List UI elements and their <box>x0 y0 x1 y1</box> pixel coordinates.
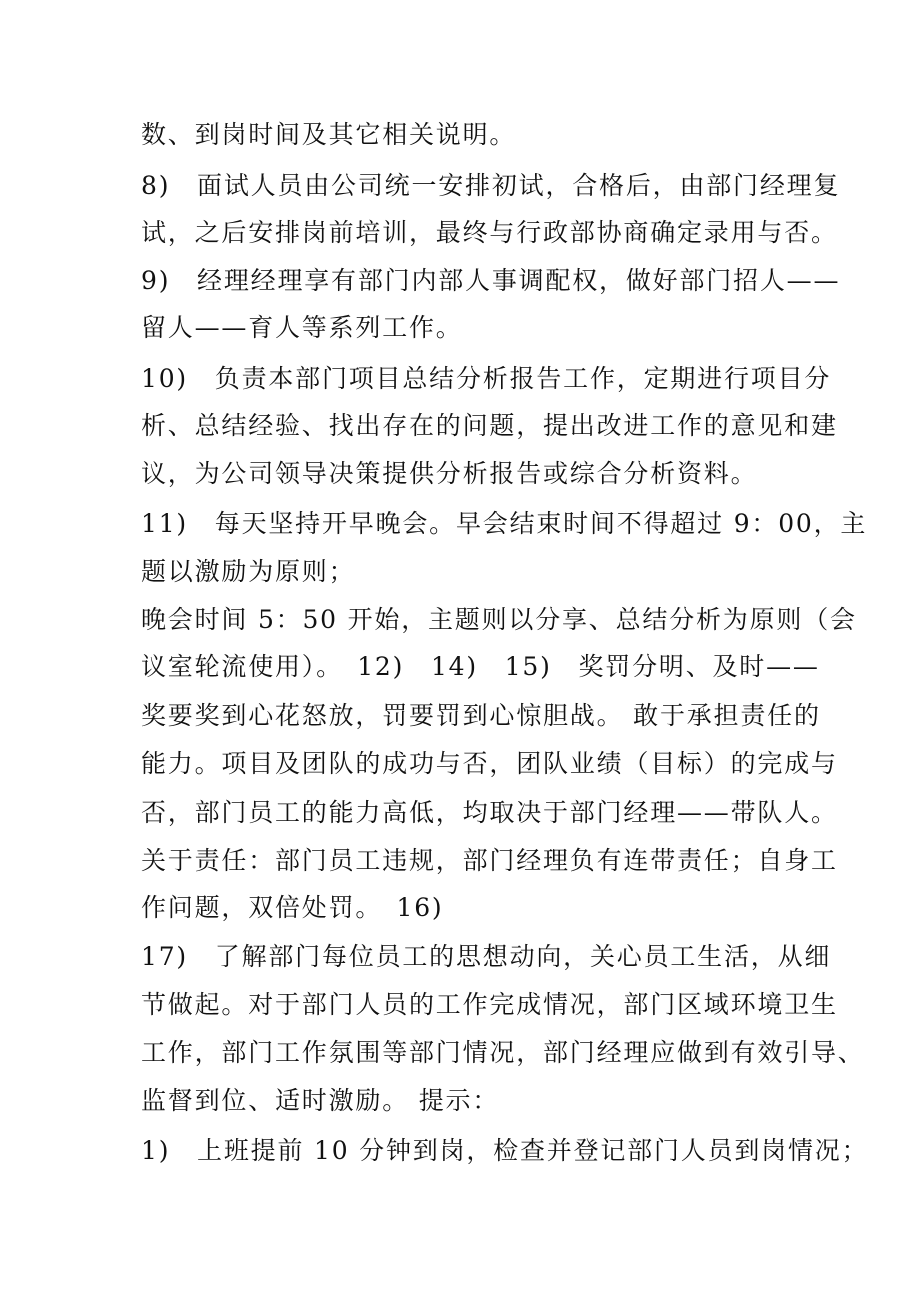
text-line: 否，部门员工的能力高低，均取决于部门经理——带队人。 <box>141 798 838 827</box>
text-line: 1) 上班提前 10 分钟到岗，检查并登记部门人员到岗情况； <box>141 1136 869 1165</box>
text-line: 监督到位、适时激励。 提示： <box>141 1086 500 1115</box>
text-line: 节做起。对于部门人员的工作完成情况，部门区域环境卫生 <box>141 990 838 1019</box>
text-line: 工作，部门工作氛围等部门情况，部门经理应做到有效引导、 <box>141 1038 865 1067</box>
text-line: 议室轮流使用）。 12) 14) 15) 奖罚分明、及时—— <box>141 652 820 681</box>
text-line: 议，为公司领导决策提供分析报告或综合分析资料。 <box>141 459 758 488</box>
text-line: 留人——育人等系列工作。 <box>141 313 463 342</box>
text-line: 9) 经理经理享有部门内部人事调配权，做好部门招人—— <box>141 266 841 295</box>
text-line: 题以激励为原则； <box>141 557 356 586</box>
text-line: 晚会时间 5：50 开始，主题则以分享、总结分析为原则（会 <box>141 605 857 634</box>
text-line: 数、到岗时间及其它相关说明。 <box>141 120 517 149</box>
text-line: 关于责任：部门员工违规，部门经理负有连带责任；自身工 <box>141 846 838 875</box>
text-line: 奖要奖到心花怒放，罚要罚到心惊胆战。 敢于承担责任的 <box>141 701 821 730</box>
text-line: 11) 每天坚持开早晚会。早会结束时间不得超过 9：00，主 <box>141 509 868 538</box>
text-line: 作问题，双倍处罚。 16) <box>141 893 444 922</box>
text-line: 能力。项目及团队的成功与否，团队业绩（目标）的完成与 <box>141 749 838 778</box>
text-line: 8) 面试人员由公司统一安排初试，合格后，由部门经理复 <box>141 171 841 200</box>
text-line: 析、总结经验、找出存在的问题，提出改进工作的意见和建 <box>141 411 838 440</box>
text-line: 10) 负责本部门项目总结分析报告工作，定期进行项目分 <box>141 364 832 393</box>
text-line: 17) 了解部门每位员工的思想动向，关心员工生活，从细 <box>141 942 832 971</box>
text-line: 试，之后安排岗前培训，最终与行政部协商确定录用与否。 <box>141 218 838 247</box>
